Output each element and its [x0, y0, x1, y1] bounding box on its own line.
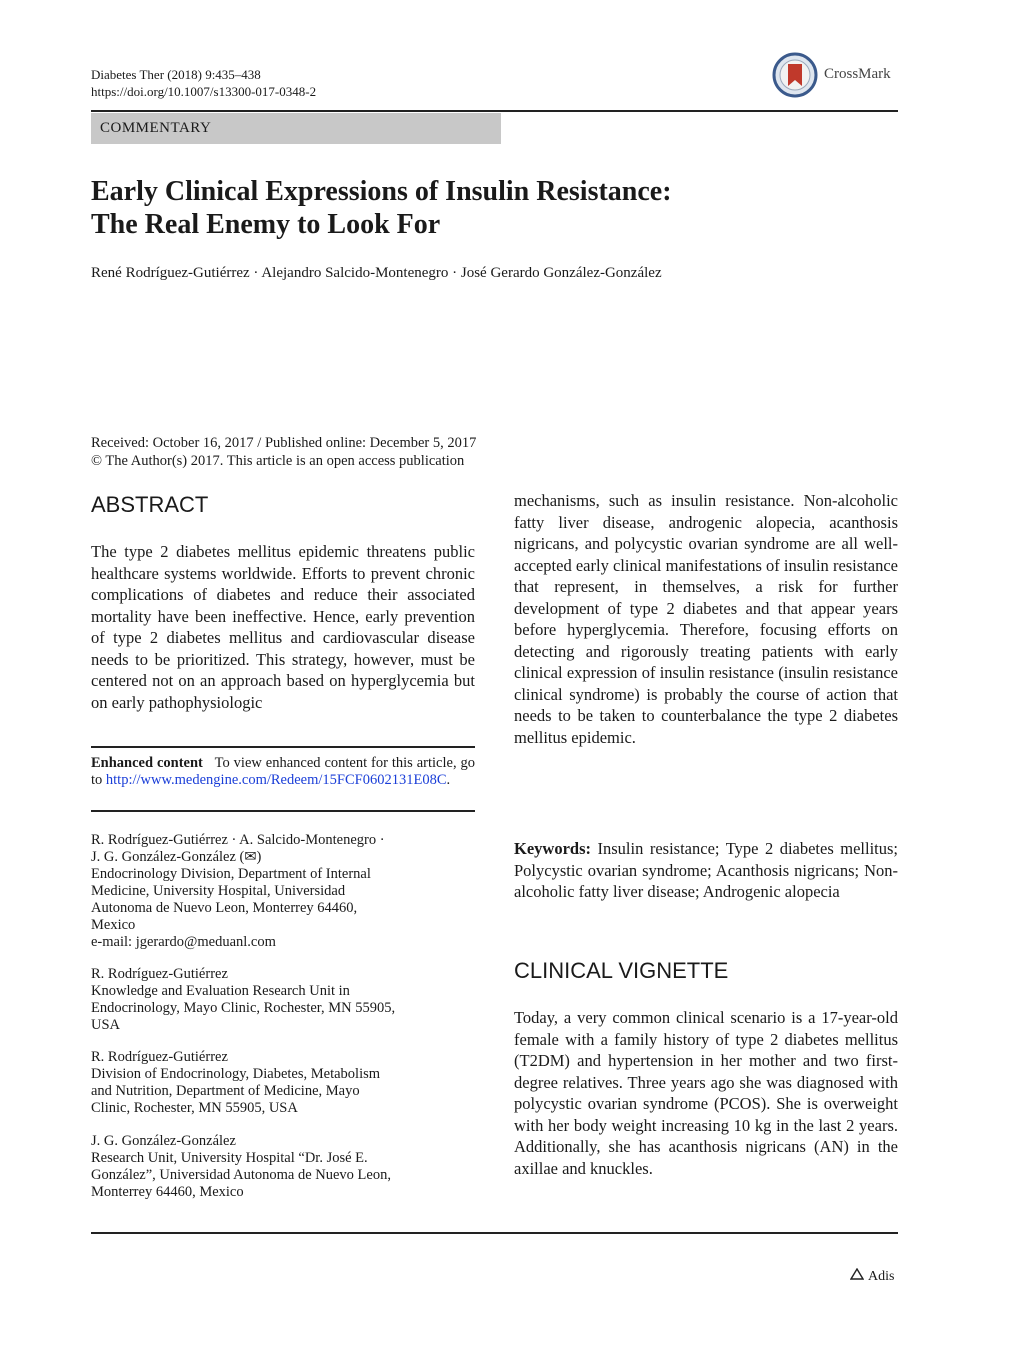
crossmark-label: CrossMark — [824, 66, 891, 82]
journal-citation — [91, 66, 316, 100]
affiliation-line: USA — [91, 1017, 121, 1033]
affiliation-names: R. Rodríguez-Gutiérrez — [91, 1049, 228, 1065]
abstract-heading: ABSTRACT — [91, 492, 209, 517]
journal-line: Diabetes Ther (2018) 9:435–438 — [91, 67, 261, 82]
affiliation-line: Research Unit, University Hospital “Dr. José E. — [91, 1150, 368, 1166]
crossmark-badge[interactable] — [772, 52, 902, 98]
vignette-text: Today, a very common clinical scenario is a 17-year-old female with a family history of type 2 diabetes mellitus (T2DM) and hypertension in her mother and two first-degree relatives. Three years ago she was diagnosed with polycystic ovarian syndrome (PCOS). She is overweight with her body weight increasing 10 kg in the last 2 years. Additionally, she has acanthosis nigricans (AN) in the axillae and knuckles. — [514, 1008, 898, 1178]
affiliation-line: Clinic, Rochester, MN 55905, USA — [91, 1100, 298, 1116]
affiliation-line: Endocrinology, Mayo Clinic, Rochester, MN 55905, — [91, 1000, 396, 1016]
copyright-notice: © The Author(s) 2017. This article is an open access publication — [91, 453, 465, 469]
delta-triangle-icon — [850, 1268, 864, 1280]
enhanced-rule-top — [91, 746, 475, 748]
section-tag — [91, 113, 501, 144]
author-list: René Rodríguez-Gutiérrez · Alejandro Salcido-Montenegro · José Gerardo González-González — [91, 265, 662, 281]
abstract-text-left: The type 2 diabetes mellitus epidemic threatens public healthcare systems worldwide. Efforts to prevent chronic complications of diabetes and reduce their associated mortality have been ineffective. Hence, early prevention of type 2 diabetes mellitus and cardiovascular disease needs to be prioritized. This strategy, however, must be centered not on an approach based on hyperglycemia but on early pathophysiologic — [91, 542, 475, 712]
affiliation-block — [91, 966, 475, 1034]
publication-dates — [91, 434, 476, 470]
keywords-text: Insulin resistance; Type 2 diabetes mellitus; Polycystic ovarian syndrome; Acanthosis nigricans; Non-alcoholic fatty liver disease; Androgenic alopecia — [514, 839, 899, 901]
enhanced-content-note — [91, 755, 475, 789]
affiliation-block — [91, 1049, 475, 1117]
keywords — [514, 838, 898, 903]
doi-link[interactable]: https://doi.org/10.1007/s13300-017-0348-2 — [91, 84, 317, 99]
section-tag-label: COMMENTARY — [100, 120, 212, 136]
enhanced-content-link[interactable]: http://www.medengine.com/Redeem/15FCF0602131E08C — [105, 772, 447, 788]
affiliation-names: J. G. González-González — [91, 1133, 236, 1149]
publisher-logo — [850, 1268, 894, 1285]
enhanced-label: Enhanced content — [91, 755, 203, 771]
enhanced-text: To view enhanced content for this article, go to — [91, 755, 476, 788]
enhanced-rule-bottom — [91, 810, 475, 812]
author-email[interactable]: e-mail: jgerardo@meduanl.com — [91, 934, 276, 950]
affiliation-line: Endocrinology Division, Department of Internal — [91, 866, 371, 882]
affiliation-line: and Nutrition, Department of Medicine, Mayo — [91, 1083, 360, 1099]
header-rule — [91, 110, 898, 112]
article-title — [91, 175, 898, 241]
affiliation-names — [91, 849, 475, 866]
affiliation-line: Division of Endocrinology, Diabetes, Metabolism — [91, 1066, 381, 1082]
affiliation-names: R. Rodríguez-Gutiérrez — [91, 966, 228, 982]
title-line-1: Early Clinical Expressions of Insulin Resistance: — [91, 176, 672, 207]
affiliation-line: Medicine, University Hospital, Universidad — [91, 883, 346, 899]
affiliation-block — [91, 1133, 475, 1201]
affiliation-block — [91, 832, 475, 951]
vignette-heading: CLINICAL VIGNETTE — [514, 958, 729, 983]
affiliation-line: Mexico — [91, 917, 136, 933]
affiliation-line: Monterrey 64460, Mexico — [91, 1184, 244, 1200]
enhanced-period: . — [446, 772, 451, 788]
keywords-label: Keywords: — [514, 839, 591, 858]
abstract-text-right: mechanisms, such as insulin resistance. Non-alcoholic fatty liver disease, androgenic alopecia, acanthosis nigricans, and polycystic ovarian syndrome are all well-accepted early clinical manifestations of insulin resistance that represent, in themselves, a risk for further development of type 2 diabetes and that appear years before hyperglycemia. Therefore, focusing efforts on detecting and rigorously treating patients with early clinical expression of insulin resistance (insulin resistance clinical syndrome) is probably the course of action that needs to be taken to counterbalance the type 2 diabetes mellitus epidemic. — [514, 491, 898, 747]
publisher-name: Adis — [868, 1269, 895, 1284]
crossmark-icon — [772, 52, 818, 98]
affiliation-names: R. Rodríguez-Gutiérrez · A. Salcido-Montenegro · — [91, 832, 385, 848]
received-date: Received: October 16, 2017 / Published online: December 5, 2017 — [91, 435, 477, 451]
affiliation-line: González”, Universidad Autonoma de Nuevo Leon, — [91, 1167, 391, 1183]
affiliation-line: Knowledge and Evaluation Research Unit in — [91, 983, 350, 999]
title-line-2: The Real Enemy to Look For — [91, 209, 441, 240]
corresponding-author: J. G. González-González (✉) — [91, 849, 262, 865]
footer-rule — [91, 1232, 898, 1234]
affiliation-line: Autonoma de Nuevo Leon, Monterrey 64460, — [91, 900, 358, 916]
